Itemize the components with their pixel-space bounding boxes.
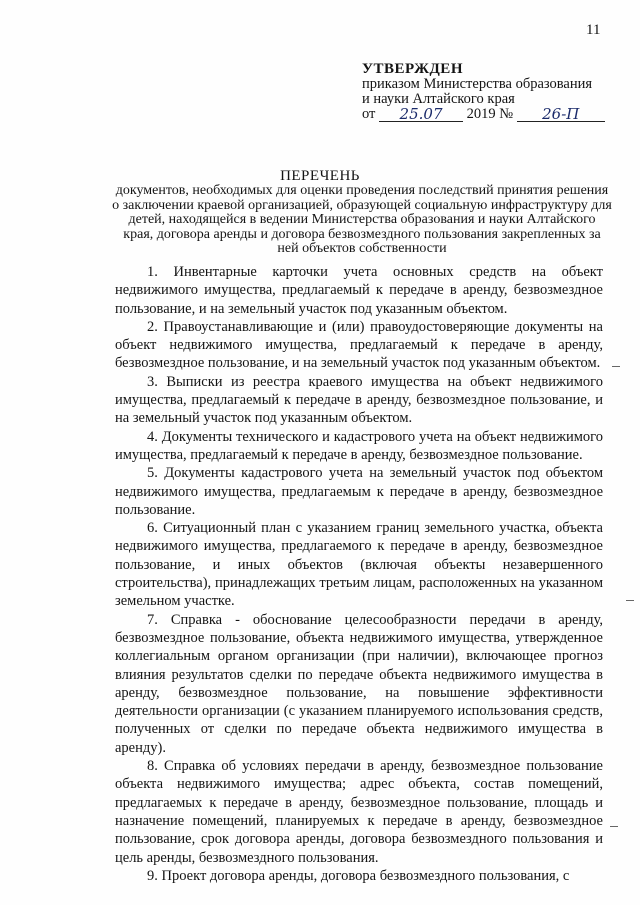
approval-year: 2019 xyxy=(466,106,496,122)
list-item: 4. Документы технического и кадастрового учета на объект недвижимого имущества, предлагаемый к передаче в аренду, безвозмездное пользование. xyxy=(115,428,603,463)
handwritten-number: 26-П xyxy=(517,107,605,122)
list-item: 8. Справка об условиях передачи в аренду, безвозмездное пользование объекта недвижимого имущества; адрес объекта, состав помещений, предлагаемых к передаче в аренду, безвозмездное пользование, площадь и назначение помещений, планируемых к передаче в аренду, безвозмездное пользование, срок договора аренды, договора безвозмездного пользования и цель аренды, безвозмездного пользования. xyxy=(115,758,603,866)
handwritten-date: 25.07 xyxy=(379,107,463,122)
margin-mark xyxy=(612,366,620,367)
list-item: 6. Ситуационный план с указанием границ земельного участка, объекта недвижимого имущества, предлагаемого к передаче в аренду, безвозмездное пользование, и иных объектов (включая объекты незавершенного строительства), принадлежащих третьим лицам, расположенных на указанном земельном участке. xyxy=(115,520,603,610)
margin-mark xyxy=(610,826,618,827)
approval-heading: УТВЕРЖДЕН xyxy=(362,61,463,77)
approval-line-2: и науки Алтайского края xyxy=(362,91,515,107)
date-prefix: от xyxy=(362,106,376,122)
list-item: 3. Выписки из реестра краевого имущества на объект недвижимого имущества, предлагаемый к передаче в аренду, безвозмездное пользование, и на земельный участок под указанным объектом. xyxy=(115,373,603,427)
margin-mark xyxy=(626,600,634,601)
page-number: 11 xyxy=(586,22,601,38)
list-item: 1. Инвентарные карточки учета основных средств на объект недвижимого имущества, предлагаемый к передаче в аренду, безвозмездное пользование, и на земельный участок под указанным объектом. xyxy=(115,264,603,317)
document-subtitle: документов, необходимых для оценки проведения последствий принятия решения о заключении краевой организацией, образующей социальную инфраструктуру для детей, находящейся в ведении Министерства образования и науки Алтайского края, договора аренды и договора безвозмездного пользования закрепленных за ней объектов собственности xyxy=(112,183,612,256)
document-title: ПЕРЕЧЕНЬ xyxy=(280,168,360,184)
approval-stamp xyxy=(362,62,624,122)
list-item: 9. Проект договора аренды, договора безвозмездного пользования, с xyxy=(147,867,570,884)
list-item: 2. Правоустанавливающие и (или) правоудостоверяющие документы на объект недвижимого имущества, предлагаемый к передаче в аренду, безвозмездное пользование, и на земельный участок под указанным объектом. xyxy=(115,318,603,372)
approval-date-line xyxy=(362,107,624,122)
list-item: 7. Справка - обоснование целесообразности передачи в аренду, безвозмездное пользование, объекта недвижимого имущества, утвержденное коллегиальным органом организации (при наличии), включающее прогноз влияния результатов сделки по передаче объекта недвижимого имущества в аренду, безвозмездное пользование, на повышение эффективности деятельности организации (с указанием планируемого использования средств, полученных от сделки по передаче объекта недвижимого имущества в аренду). xyxy=(115,611,603,756)
number-sign: № xyxy=(499,106,514,122)
approval-line-1: приказом Министерства образования xyxy=(362,76,593,92)
list-item: 5. Документы кадастрового учета на земельный участок под объектом недвижимого имущества, предлагаемым к передаче в аренду, безвозмездное пользование. xyxy=(115,465,603,518)
document-body xyxy=(115,263,603,885)
